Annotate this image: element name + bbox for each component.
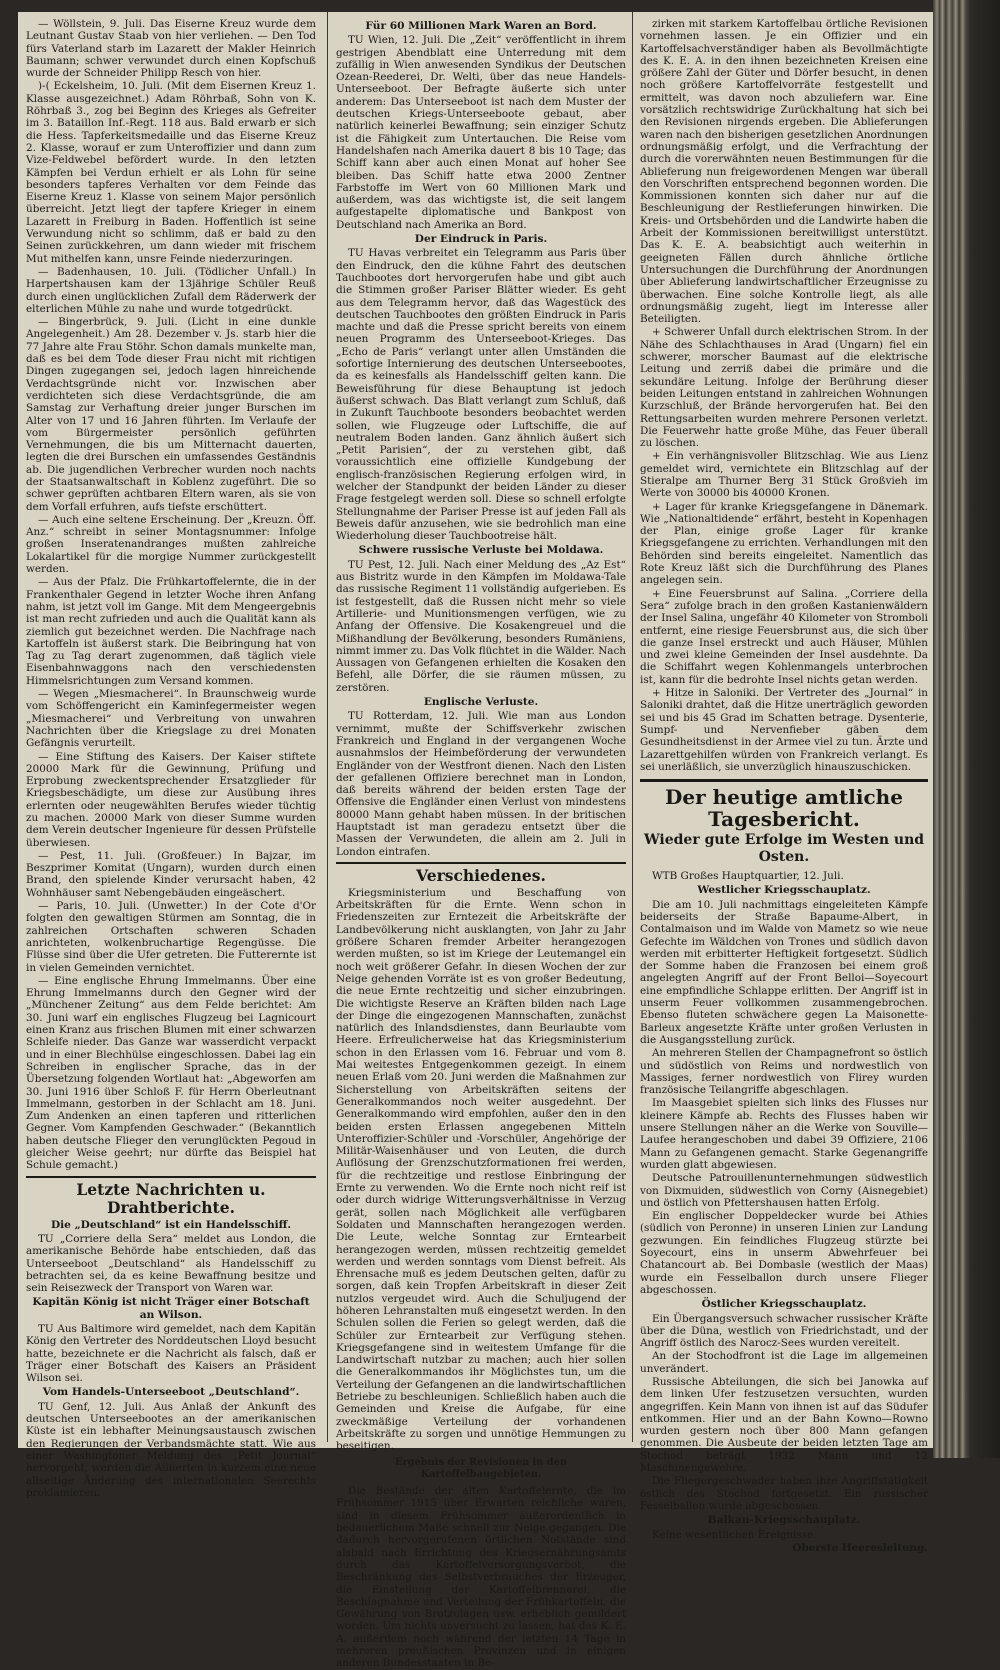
dateline: WTB Großes Hauptquartier, 12. Juli.	[652, 870, 844, 883]
article: — Wöllstein, 9. Juli. Das Eiserne Kreuz wurde dem Leutnant Gustav Staab von hier verliehen. — Den Tod fürs Vaterland starb im Lazarett der Makler Heinrich Baumann; schwer verwundet durch einen Kopfschuß wurde der Schneider Philipp Resch von hier.	[26, 18, 316, 80]
article: — Bingerbrück, 9. Juli. (Licht in eine dunkle Angelegenheit.) Am 28. Dezember v. Js. starb hier die 77 Jahre alte Frau Stöhr. Schon damals munkelte man, daß es bei dem Tode dieser Frau nicht mit richtigen Dingen zugegangen sei, jedoch lagen hinreichende Verdachtsgründe nicht vor. Inzwischen aber verdichteten sich diese Verdachtsgründe, die am Samstag zur Verhaftung dreier junger Burschen im Alter von 17 und 16 Jahren führten. Im Verlaufe der vom Bürgermeister persönlich geführten Vernehmungen, die bis um Mitternacht dauerten, legten die drei Burschen ein umfassendes Geständnis ab. Die jugendlichen Verbrecher wurden noch nachts der Staatsanwaltschaft in Koblenz zugeführt. Die so schwer geprüften achtbaren Eltern waren, als sie von dem Vorfall erfuhren, aufs tiefste erschüttert.	[26, 316, 316, 513]
article: Die Bestände der alten Kartoffelernte, die im Frühsommer 1915 über Erwarten reichliche waren, sind in diesem Frühsommer außerordentlich in bedauerlichem Maße schnell zur Neige gegangen. Die dadurch hervorgerufenen örtlichen Notstände sind alsbald nach Errichtung des Kriegsernährungsamts durch das Kartoffelversorgungsverbot, die Beschränkung des Selbstverbrauches der Erzeuger, die Einstellung der Kartoffelbrennerei, die Beschlagnahme und Verteilung der Frühkartoffeln, die Gewährung von Brotzulagen usw. erheblich gemildert worden. Um nichts unversucht zu lassen, hat das K. E. A. außerdem noch während der letzten 14 Tage in mehreren preußischen Provinzen und in einigen anderen Bundesstaaten in Be-	[336, 1485, 626, 1670]
article: + Lager für kranke Kriegsgefangene in Dänemark. Wie „Nationaltidende“ erfährt, besteht in Kopenhagen der Plan, einige große Lager für kranke Kriegsgefangene zu errichten. Verhandlungen mit den Behörden sind bereits eingeleitet. Namentlich das Rote Kreuz läßt sich die Durchführung des Planes angelegen sein.	[640, 500, 928, 587]
column-2	[336, 18, 626, 1670]
article: — Aus der Pfalz. Die Frühkartoffelernte, die in der Frankenthaler Gegend in letzter Woche ihren Anfang nahm, ist jetzt voll im Gange. Mit dem Mengeergebnis ist man recht zufrieden und auch die Qualität kann als ziemlich gut bezeichnet werden. Die Nachfrage nach Kartoffeln ist äußerst stark. Die Beibringung hat von Tag zu Tag derart zugenommen, daß täglich viele Eisenbahnwaggons nach den verschiedensten Himmelsrichtungen zum Versand kommen.	[26, 576, 316, 687]
article: — Eine Stiftung des Kaisers. Der Kaiser stiftete 20000 Mark für die Gewinnung, Prüfung und Erprobung zweckentsprechender Ersatzglieder für Kriegsbeschädigte, um diese zur Ausübung ihres erlernten oder neugewählten Berufes wieder tüchtig zu machen. 20000 Mark von dieser Summe wurden dem Verein deutscher Ingenieure für dessen Prüfstelle überwiesen.	[26, 750, 316, 849]
article: + Schwerer Unfall durch elektrischen Strom. In der Nähe des Schlachthauses in Arad (Ungarn) fiel ein schwerer, morscher Baumast auf die elektrische Leitung und zerriß dabei die primäre und die sekundäre Leitung. Infolge der Berührung dieser beiden Leitungen entstand in zahlreichen Wohnungen Kurzschluß, der Brände hervorgerufen hat. Bei den Rettungsarbeiten wurden mehrere Personen verletzt. Die Feuerwehr hatte große Mühe, das Feuer überall zu löschen.	[640, 326, 928, 450]
article: Kriegsministerium und Beschaffung von Arbeitskräften für die Ernte. Wenn schon in Friedenszeiten zur Erntezeit die Arbeitskräfte der Landbevölkerung nicht ausklangten, von Jahr zu Jahr größere Scharen fremder Arbeiter herangezogen werden mußten, so ist im Kriege der Leutemangel ein noch weit größerer Gefahr. In diesen Wochen der zur Neige gehenden Vorräte ist es von großer Bedeutung, die neue Ernte rechtzeitig und sicher einzubringen. Die wichtigste Reserve an Kräften bilden nach Lage der Dinge die eingezogenen Mannschaften, zunächst natürlich des Inlandsdienstes, dann Beurlaubte vom Heere. Erfreulicherweise hat das Kriegsministerium schon in den Erlassen vom 16. Februar und vom 8. Mai weitestes Entgegenkommen gezeigt. In einem neuen Erlaß vom 20. Juni werden die Maßnahmen zur Sicherstellung von Arbeitskräften seitens der Generalkommandos noch weiter ausgedehnt. Der Generalkommando wird empfohlen, außer den in den beiden ersten Erlassen angegebenen Mitteln Unteroffizier-Schüler und -Vorschüler, Angehörige der Militär-Waisenhäuser und von Leuten, die durch Auflösung der Grenzschutzformationen frei werden, für die rechtzeitige und restlose Einbringung der Ernte zu verwenden. Wo die Ernte noch nicht reif ist oder durch widrige Witterungsverhältnisse in Verzug gerät, sollen nach Möglichkeit alle verfügbaren Soldaten und Mannschaften herangezogen werden. Die Leute, welche Sonntag zur Erntearbeit herangezogen werden, müssen rechtzeitig gemeldet werden und werden sonntags vom Dienst befreit. Als Ehrensache muß es jedem Deutschen gelten, dafür zu sorgen, daß kein Tropfen Arbeitskraft in dieser Zeit nutzlos vergeudet wird. Auch die Schuljugend der höheren Lehranstalten muß eingesetzt werden. In den Schulen sollen die Ferien so gelegt werden, daß die Schüler zur Erntearbeit zur Verfügung stehen. Kriegsgefangene sind in weitestem Umfange für die Landwirtschaft nutzbar zu machen; auch hier sollen die Generalkommandos ihr Möglichstes tun, um die Verteilung der Gefangenen an die landwirtschaftlichen Betriebe zu beschleunigen. Schließlich haben auch die Gemeinden und Kreise die Aufgabe, für eine zweckmäßige Verteilung der vorhandenen Arbeitskräfte zu sorgen und unnötige Hemmungen zu beseitigen.	[336, 886, 626, 1453]
article: TU Wien, 12. Juli. Die „Zeit“ veröffentlicht in ihrem gestrigen Abendblatt eine Unterredung mit dem zufällig in Wien anwesenden Syndikus der Deutschen Ozean-Reederei, Dr. Welti, über das neue Handels-Unterseeboot. Der Befragte äußerte sich unter anderem: Das Unterseeboot ist nach dem Muster der deutschen Kriegs-Unterseeboote gebaut, aber natürlich keinerlei Bewaffnung; sein einziger Schutz ist die Fähigkeit zum Untertauchen. Die Reise vom Handelshafen nach Amerika dauert 8 bis 10 Tage; das Schiff kann aber auch einen Monat auf hoher See bleiben. Das Schiff hatte etwa 2000 Zentner Farbstoffe im Wert von 60 Millionen Mark und außerdem, was das wichtigste ist, die seit langem aufgestapelte diplomatische und Bankpost von Deutschland nach Amerika an Bord.	[336, 34, 626, 231]
article: — Eine englische Ehrung Immelmanns. Über eine Ehrung Immelmanns durch den Gegner wird der „Münchener Zeitung“ aus dem Felde berichtet: Am 30. Juni warf ein englisches Flugzeug bei Lagnicourt einen Kranz aus frischen Blumen mit einer schwarzen Schleife nieder. Das Ganze war wasserdicht verpackt und in einer Blechhülse eingeschlossen. Dabei lag ein Schreiben in englischer Sprache, das in der Übersetzung folgenden Wortlaut hat: „Abgeworfen am 30. Juni 1916 über Schloß F. für Herrn Oberleutnant Immelmann, gestorben in der Schlacht am 18. Juni. Zum Andenken an einen tapferen und ritterlichen Gegner. Vom Kampfenden Geschwader.“ (Bekanntlich haben deutsche Flieger den verunglückten Pegoud in gleicher Weise geehrt; nur dürfte das Beispiel hat Schule gemacht.)	[26, 974, 316, 1172]
article: Ein englischer Doppeldecker wurde bei Athies (südlich von Peronne) in unseren Linien zur Landung gezwungen. Ein feindliches Flugzeug stürzte bei Soyecourt, eins in unserm Abwehrfeuer bei Chatancourt ab. Bei Dombasle (westlich der Maas) wurde ein Fesselballon durch unsere Flieger abgeschossen.	[640, 1210, 928, 1296]
headline: Für 60 Millionen Mark Waren an Bord.	[365, 20, 597, 32]
headline: Die „Deutschland“ ist ein Handelsschiff.	[50, 1218, 292, 1231]
column-3	[640, 18, 928, 1554]
article: )-( Eckelsheim, 10. Juli. (Mit dem Eisernen Kreuz 1. Klasse ausgezeichnet.) Adam Röhrbaß, Sohn von K. Röhrbaß 3., zog bei Beginn des Krieges als Gefreiter im 3. Bataillon Inf.-Regt. 118 aus. Bald erwarb er sich die Hess. Tapferkeitsmedaille und das Eiserne Kreuz 2. Klasse, worauf er zum Unteroffizier und dann zum Vize-Feldwebel befördert wurde. In den letzten Kämpfen bei Verdun erhielt er als Lohn für seine besonders tapferes Verhalten vor dem Feinde das Eiserne Kreuz 1. Klasse von seinem Major persönlich überreicht. Jetzt liegt der tapfere Krieger in einem Lazarett in Freiburg in Baden. Hoffentlich ist seine Verwundung nicht so schlimm, daß er bald zu den Seinen zurückkehren, um dann wieder mit frischem Mut mithelfen kann, unsre Feinde niederzuringen.	[26, 80, 316, 265]
headline: Balkan-Kriegsschauplatz.	[707, 1514, 861, 1527]
column-rule	[632, 12, 633, 1442]
article: — Badenhausen, 10. Juli. (Tödlicher Unfall.) In Harpertshausen kam der 13jährige Schüler Reuß durch einen unglücklichen Zufall dem Räderwerk der elterlichen Mühle zu nahe und wurde totgedrückt.	[26, 265, 316, 315]
book-binding-edge	[933, 0, 1000, 1458]
article: TU Aus Baltimore wird gemeldet, nach dem Kapitän König den Vertreter des Norddeutschen Lloyd besucht hatte, bezeichnete er die Nachricht als falsch, daß er Träger einer Botschaft des Kaisers an Präsident Wilson sei.	[26, 1322, 316, 1385]
headline: Westlicher Kriegsschauplatz.	[697, 884, 871, 897]
headline: Ergebnis der Revisionen in den Kartoffelbaugebieten.	[395, 1456, 567, 1480]
article: — Pest, 11. Juli. (Großfeuer.) In Bajzar, im Beszprimer Komitat (Ungarn), wurden durch einen Brand, den spielende Kinder verursacht haben, 42 Wohnhäuser samt Nebengebäuden eingeäschert.	[26, 849, 316, 899]
article: TU Rotterdam, 12. Juli. Wie man aus London vernimmt, mußte der Schiffsverkehr zwischen Frankreich und England in der vergangenen Woche ausnahmslos der Heimbeförderung der verwundeten Engländer von der Westfront dienen. Nach den Listen der gefallenen Offiziere berechnet man in London, daß bereits während der beiden ersten Tage der Offensive die Engländer einen Verlust von mindestens 80000 Mann gehabt haben müssen. In der britischen Hauptstadt ist man geradezu entsetzt über die Massen der Verwundeten, die allein am 2. Juli in London eintrafen.	[336, 710, 626, 858]
article: Deutsche Patrouillenunternehmungen südwestlich von Dixmuiden, südwestlich von Corny (Aisnegebiet) und östlich von Pfettershausen hatten Erfolg.	[640, 1172, 928, 1209]
headline: Vom Handels-Unterseeboot „Deutschland“.	[42, 1386, 300, 1399]
article: — Auch eine seltene Erscheinung. Der „Kreuzn. Öff. Anz.“ schreibt in seiner Montagsnummer: Infolge großen Inseratenandranges mußten zahlreiche Lokalartikel für die morgige Nummer zurückgestellt werden.	[26, 513, 316, 576]
headline: Englische Verluste.	[423, 696, 539, 709]
article: Im Maasgebiet spielten sich links des Flusses nur kleinere Kämpfe ab. Rechts des Flusses haben wir unsere Stellungen näher an die Werke von Souville—Laufee herangeschoben und dabei 39 Offiziere, 2106 Mann zu Gefangenen gemacht. Starke Gegenangriffe wurden glatt abgewiesen.	[640, 1097, 928, 1171]
column-rule	[327, 12, 328, 1442]
article: TU Genf, 12. Juli. Aus Anlaß der Ankunft des deutschen Unterseebootes an der amerikanischen Küste ist ein lebhafter Meinungsaustausch zwischen den Regierungen der Verbandsmächte statt. Wie aus einer Washingtoner Meldung des „Petit Journal“ hervorgeht, werden die Alliierten in kurzem eine neue allseitige Änderung des internationalen Seerechts proklamieren.	[26, 1400, 316, 1499]
newspaper-page	[18, 12, 933, 1670]
article: Keine wesentlichen Ereignisse.	[652, 1528, 817, 1541]
section-title: Der heutige amtliche Tagesbericht.	[640, 779, 928, 830]
subheadline: Wieder gute Erfolge im Westen und Osten.	[643, 832, 925, 866]
section-title: Letzte Nachrichten u. Drahtberichte.	[26, 1176, 316, 1217]
article: Die Fliegergeschwader haben ihre Angriffstätigkeit östlich des Stochod fortgesetzt. Ein russischer Fesselballon wurde abgeschossen.	[640, 1475, 928, 1512]
article: — Paris, 10. Juli. (Unwetter.) In der Cote d'Or folgten den gewaltigen Stürmen am Sonntag, die in zahlreichen Ortschaften schweren Schaden anrichteten, wolkenbruchartige Regengüsse. Die Flüsse sind über die Ufer getreten. Die Futterernte ist in vielen Gemeinden vernichtet.	[26, 900, 316, 974]
column-1	[26, 18, 316, 1499]
article: zirken mit starkem Kartoffelbau örtliche Revisionen vornehmen lassen. Je ein Offizier und ein Kartoffelsachverständiger haben als Bevollmächtigte des K. E. A. in den ihnen bezeichneten Kreisen eine größere Zahl der Güter und Dörfer besucht, in denen noch größere Kartoffelvorräte festgestellt und ermittelt, was davon noch abzuliefern war. Eine vorsätzlich rechtswidrige Zurückhaltung hat sich bei den Revisionen nirgends ergeben. Die Ablieferungen waren nach den bisherigen gesetzlichen Anordnungen ordnungsmäßig erfolgt, und die Verfrachtung der durch die vorerwähnten neuen Bestimmungen für die Ablieferung nun freigewordenen Mengen war überall den Vorschriften entsprechend begonnen worden. Die Kommissionen konnten sich daher nur auf die Beschleunigung der Restlieferungen hinwirken. Die Kreis- und Ortsbehörden und die Landwirte haben die Arbeit der Kommissionen bereitwilligst unterstützt. Das K. E. A. beabsichtigt auch weiterhin in geeigneten Fällen durch ähnliche örtliche Untersuchungen die Durchführung der Anordnungen über Ablieferung landwirtschaftlicher Erzeugnisse zu überwachen. Eine solche Kontrolle liegt, als alle ordnungsmäßig zugeht, liegt im Interesse aller Beteiligten.	[640, 18, 928, 326]
headline: Kapitän König ist nicht Träger einer Botschaft an Wilson.	[32, 1296, 310, 1321]
article: + Hitze in Saloniki. Der Vertreter des „Journal“ in Saloniki drahtet, daß die Hitze unerträglich geworden sei und bis 45 Grad im Schatten betrage. Dysenterie, Sumpf- und Nervenfieber gäben dem Gesundheitsdienst in der Armee viel zu tun. Ärzte und Lazarettgehilfen würden von Frankreich verlangt. Es sei unerläßlich, sie unverzüglich hinauszuschicken.	[640, 687, 928, 773]
article: TU Havas verbreitet ein Telegramm aus Paris über den Eindruck, den die kühne Fahrt des deutschen Tauchbootes dort hervorgerufen habe und gibt auch die Stimmen großer Pariser Blätter wieder. Es geht aus dem Telegramm hervor, daß das Wagestück des deutschen Tauchbootes den größten Eindruck in Paris machte und daß die Presse spricht bereits von einem neuen Programm des Unterseeboot-Krieges. Das „Echo de Paris“ verlangt unter allen Umständen die sofortige Internierung des deutschen Unterseebootes, da es keinesfalls als Handelsschiff gelten kann. Die Beweisführung für diese Behauptung ist jedoch äußerst schwach. Das Blatt verlangt zum Schluß, daß in Zukunft Tauchboote besonders beobachtet werden sollen, wie Flugzeuge oder Luftschiffe, die auf neutralem Boden landen. Ganz ähnlich äußert sich „Petit Parisien“, der zu verstehen gibt, daß voraussichtlich eine offizielle Kundgebung der englisch-französischen Regierung erfolgen wird, in welcher der Standpunkt der beiden Länder zu dieser Frage festgelegt werden soll. Diese so schnell erfolgte Stellungnahme der Pariser Presse ist auf jeden Fall als Beweis dafür anzusehen, wie sie bedrohlich man eine Wiederholung dieser Tauchbootreise hält.	[336, 247, 626, 543]
article: Russische Abteilungen, die sich bei Janowka auf dem linken Ufer festzusetzen versuchten, wurden angegriffen. Kein Mann von ihnen ist auf das Südufer entkommen. Hier und an der Bahn Kowno—Rowno wurden gestern noch über 800 Mann gefangen genommen. Die Ausbeute der beiden letzten Tage am Stochod beträgt 1932 Mann und 12 Maschinengewehre.	[640, 1375, 928, 1475]
headline: Östlicher Kriegsschauplatz.	[701, 1298, 867, 1311]
article: An mehreren Stellen der Champagnefront so östlich und südöstlich von Reims und nordwestlich von Massiges, ferner nordwestlich von Flirey wurden französische Teilangriffe abgeschlagen.	[640, 1047, 928, 1097]
article: + Ein verhängnisvoller Blitzschlag. Wie aus Lienz gemeldet wird, vernichtete ein Blitzschlag auf der Stieralpe am Thurner Berg 31 Stück Großvieh im Werte von 30000 bis 40000 Kronen.	[640, 450, 928, 500]
article: Die am 10. Juli nachmittags eingeleiteten Kämpfe beiderseits der Straße Bapaume-Albert, in Contalmaison und im Walde von Mametz so wie neue Gefechte im Wäldchen von Trones und südlich davon werden mit erbitterter Heftigkeit fortgesetzt. Südlich der Somme haben die Franzosen bei einem groß angelegten Angriff auf der Front Belloi—Soyecourt eine empfindliche Schlappe erlitten. Der Angriff ist in unserm Feuer vollkommen zusammengebrochen. Ebenso fluteten schwächere gegen La Maisonette-Barleux angesetzte Kräfte unter großen Verlusten in die Ausgangsstellung zurück.	[640, 898, 928, 1046]
headline: Der Eindruck in Paris.	[414, 233, 548, 246]
article: — Wegen „Miesmacherei“. In Braunschweig wurde vom Schöffengericht ein Kaminfegermeister wegen „Miesmacherei“ und Verbreitung von unwahren Nachrichten über die Kriegslage zu drei Monaten Gefängnis verurteilt.	[26, 688, 316, 750]
article: TU „Corriere della Sera“ meldet aus London, die amerikanische Behörde habe entschieden, daß das Unterseeboot „Deutschland“ als Handelsschiff zu betrachten sei, da es keine Bewaffnung besitze und sein Reisezweck der Transport von Waren war.	[26, 1232, 316, 1295]
headline: Schwere russische Verluste bei Moldawa.	[358, 544, 604, 557]
signature: Oberste Heeresleitung.	[792, 1541, 928, 1554]
article: Ein Übergangsversuch schwacher russischer Kräfte über die Düna, westlich von Friedrichstadt, und der Angriff östlich des Narocz-Sees wurden vereitelt.	[640, 1312, 928, 1350]
article: An der Stochodfront ist die Lage im allgemeinen unverändert.	[640, 1350, 928, 1375]
section-title: Verschiedenes.	[336, 862, 626, 885]
article: + Eine Feuersbrunst auf Salina. „Corriere della Sera“ zufolge brach in den großen Kastanienwäldern der Insel Salina, ungefähr 40 Kilometer von Stromboli entfernt, eine riesige Feuersbrunst aus, die sich über die ganze Insel erstreckt und auch Häuser, Mühlen und zwei kleine Gemeinden der Insel ausdehnte. Da die Schiffahrt wegen Kohlenmangels unterbrochen ist, kann für die bedrohte Insel nichts getan werden.	[640, 587, 928, 686]
article: TU Pest, 12. Juli. Nach einer Meldung des „Az Est“ aus Bistritz wurde in den Kämpfen im Moldawa-Tale das russische Regiment 11 vollständig aufgerieben. Es ist festgestellt, daß die Russen nicht mehr so viele Artillerie- und Munitionsmengen verfügen, wie zu Anfang der Offensive. Die Kosakengreuel und die Mißhandlung der Bevölkerung, besonders Rumäniens, nimmt immer zu. Das Volk flüchtet in die Wälder. Nach Aussagen von Gefangenen erhielten die Kosaken den Befehl, alle Dörfer, die sie räumen müssen, zu zerstören.	[336, 558, 626, 694]
